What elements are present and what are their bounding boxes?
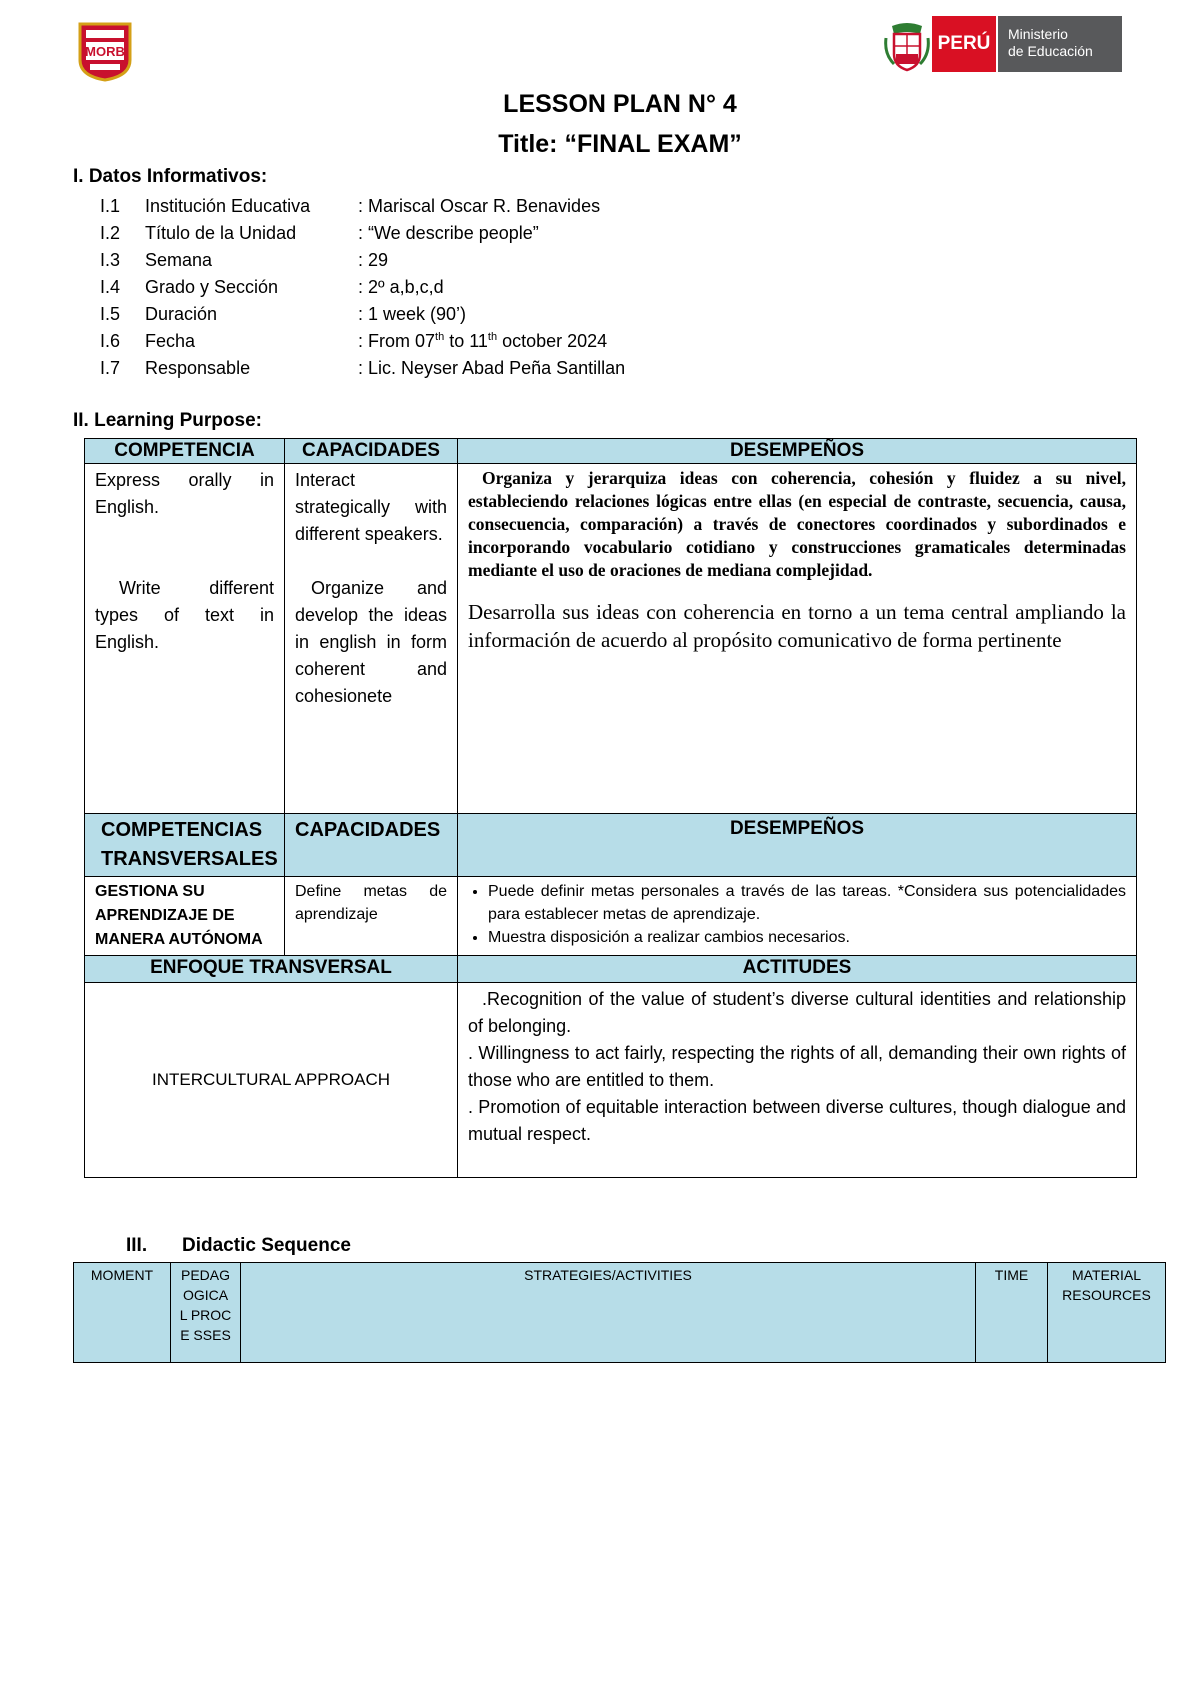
info-number: I.4 xyxy=(100,277,121,297)
header-actitudes: ACTITUDES xyxy=(458,956,1137,983)
info-label: Responsable xyxy=(145,358,251,378)
header-strategies-activities: STRATEGIES/ACTIVITIES xyxy=(241,1263,976,1363)
header-time: TIME xyxy=(976,1263,1048,1363)
capacidad-item: Organize and develop the ideas in english in form coherent and cohesionete xyxy=(295,578,447,706)
header-desempenos-transversales: DESEMPEÑOS xyxy=(458,814,1137,877)
peru-brand-box: PERÚ xyxy=(932,16,996,72)
section-learning-purpose-heading: II. Learning Purpose: xyxy=(73,410,262,431)
competencias-cell xyxy=(85,464,285,814)
date-to: to 11 xyxy=(444,331,488,351)
info-label: Grado y Sección xyxy=(145,277,279,297)
school-logo-text: MORB xyxy=(85,44,125,59)
lesson-plan-number: LESSON PLAN N° 4 xyxy=(503,90,737,118)
date-month-year: october 2024 xyxy=(497,331,608,351)
header-competencias-transversales: COMPETENCIAS TRANSVERSALES xyxy=(85,814,285,877)
desempeno-item: Desarrolla sus ideas con coherencia en torno a un tema central ampliando la información de acuerdo al propósito comunicativo de forma pertinente xyxy=(468,600,1126,652)
info-number: I.7 xyxy=(100,358,121,378)
enfoque-header-row xyxy=(85,956,1137,983)
info-value: : “We describe people” xyxy=(358,223,539,243)
didactic-sequence-table xyxy=(73,1262,1166,1363)
info-number: I.1 xyxy=(100,196,121,216)
date-from: : From 07 xyxy=(358,331,436,351)
info-label: Duración xyxy=(145,304,218,324)
info-value: : Lic. Neyser Abad Peña Santillan xyxy=(358,358,626,378)
actitud-item: .Recognition of the value of student’s diverse cultural identities and relationship of belonging. xyxy=(468,989,1126,1036)
competencia-item: Write different types of text in English. xyxy=(95,578,274,652)
info-label: Título de la Unidad xyxy=(145,223,297,243)
header-desempenos: DESEMPEÑOS xyxy=(458,439,1137,464)
header-capacidades-transversales: CAPACIDADES xyxy=(285,814,458,877)
ministry-line1: Ministerio xyxy=(1008,26,1068,42)
actitud-item: . Promotion of equitable interaction between diverse cultures, though dialogue and mutual respect. xyxy=(468,1097,1126,1144)
desempenos-cell xyxy=(458,464,1137,814)
transversal-desempenos xyxy=(458,877,1137,956)
info-value: : 29 xyxy=(358,250,389,270)
list-item: • Puede definir metas personales a través de las tareas. *Considera sus potencialidades para establecer metas de aprendizaje. xyxy=(488,880,1126,926)
table-row xyxy=(85,464,1137,814)
transversal-competencia: GESTIONA SU APRENDIZAJE DE MANERA AUTÓNOMA xyxy=(85,877,285,956)
info-value: : Mariscal Oscar R. Benavides xyxy=(358,196,601,216)
info-number: I.3 xyxy=(100,250,121,270)
desempeno-item: Organiza y jerarquiza ideas con coherencia, cohesión y fluidez a su nivel, estableciendo relaciones lógicas entre ellas (en especial de contraste, secuencia, causa, consecuencia, comparación) a través de conectores coordinados y subordinados e incorporando vocabulario cotidiano y construcciones gramaticales determinadas mediante el uso de oraciones de mediana complejidad. xyxy=(468,468,1126,580)
actitudes-cell xyxy=(458,983,1137,1178)
info-number: I.2 xyxy=(100,223,121,243)
list-item: • Muestra disposición a realizar cambios necesarios. xyxy=(488,926,1126,949)
table-row xyxy=(85,983,1137,1178)
section-datos-informativos-heading: I. Datos Informativos: xyxy=(73,166,268,187)
actitud-item: . Willingness to act fairly, respecting the rights of all, demanding their own rights of those who are entitled to them. xyxy=(468,1043,1126,1090)
capacidad-item: Interact strategically with different speakers. xyxy=(295,470,447,544)
competencia-item: Express orally in English. xyxy=(95,470,274,517)
info-number: I.5 xyxy=(100,304,121,324)
header-moment: MOMENT xyxy=(74,1263,171,1363)
date-from-suffix: th xyxy=(435,331,445,343)
info-value-date xyxy=(358,328,607,355)
peru-coat-of-arms-icon xyxy=(884,20,930,72)
ministry-brand-box xyxy=(998,16,1122,72)
table-header-row xyxy=(85,439,1137,464)
transversal-capacidad: Define metas de aprendizaje xyxy=(285,877,458,956)
transversal-header-row xyxy=(85,814,1137,877)
info-value: : 2º a,b,c,d xyxy=(358,277,444,297)
school-logo xyxy=(76,20,134,82)
header-pedagogical-processes: PEDAG OGICA L PROCE SSES xyxy=(171,1263,241,1363)
lesson-title: Title: “FINAL EXAM” xyxy=(498,130,742,158)
ministry-line2: de Educación xyxy=(1008,43,1093,59)
date-to-suffix: th xyxy=(487,331,498,343)
info-label: Institución Educativa xyxy=(145,196,311,216)
info-label: Semana xyxy=(145,250,213,270)
header-material-resources: MATERIAL RESOURCES xyxy=(1048,1263,1166,1363)
learning-purpose-table xyxy=(84,438,1137,1178)
ministerio-educacion-logo xyxy=(932,16,1122,72)
table-header-row xyxy=(74,1263,1166,1363)
section-didactic-sequence-heading: Didactic Sequence xyxy=(182,1235,351,1256)
section-didactic-number: III. xyxy=(126,1235,148,1256)
info-value: : 1 week (90’) xyxy=(358,304,467,324)
capacidades-cell xyxy=(285,464,458,814)
info-number: I.6 xyxy=(100,331,121,351)
header-enfoque-transversal: ENFOQUE TRANSVERSAL xyxy=(85,956,458,983)
header-competencia: COMPETENCIA xyxy=(85,439,285,464)
header-capacidades: CAPACIDADES xyxy=(285,439,458,464)
table-row xyxy=(85,877,1137,956)
info-label: Fecha xyxy=(145,331,196,351)
enfoque-cell: INTERCULTURAL APPROACH xyxy=(85,983,458,1178)
